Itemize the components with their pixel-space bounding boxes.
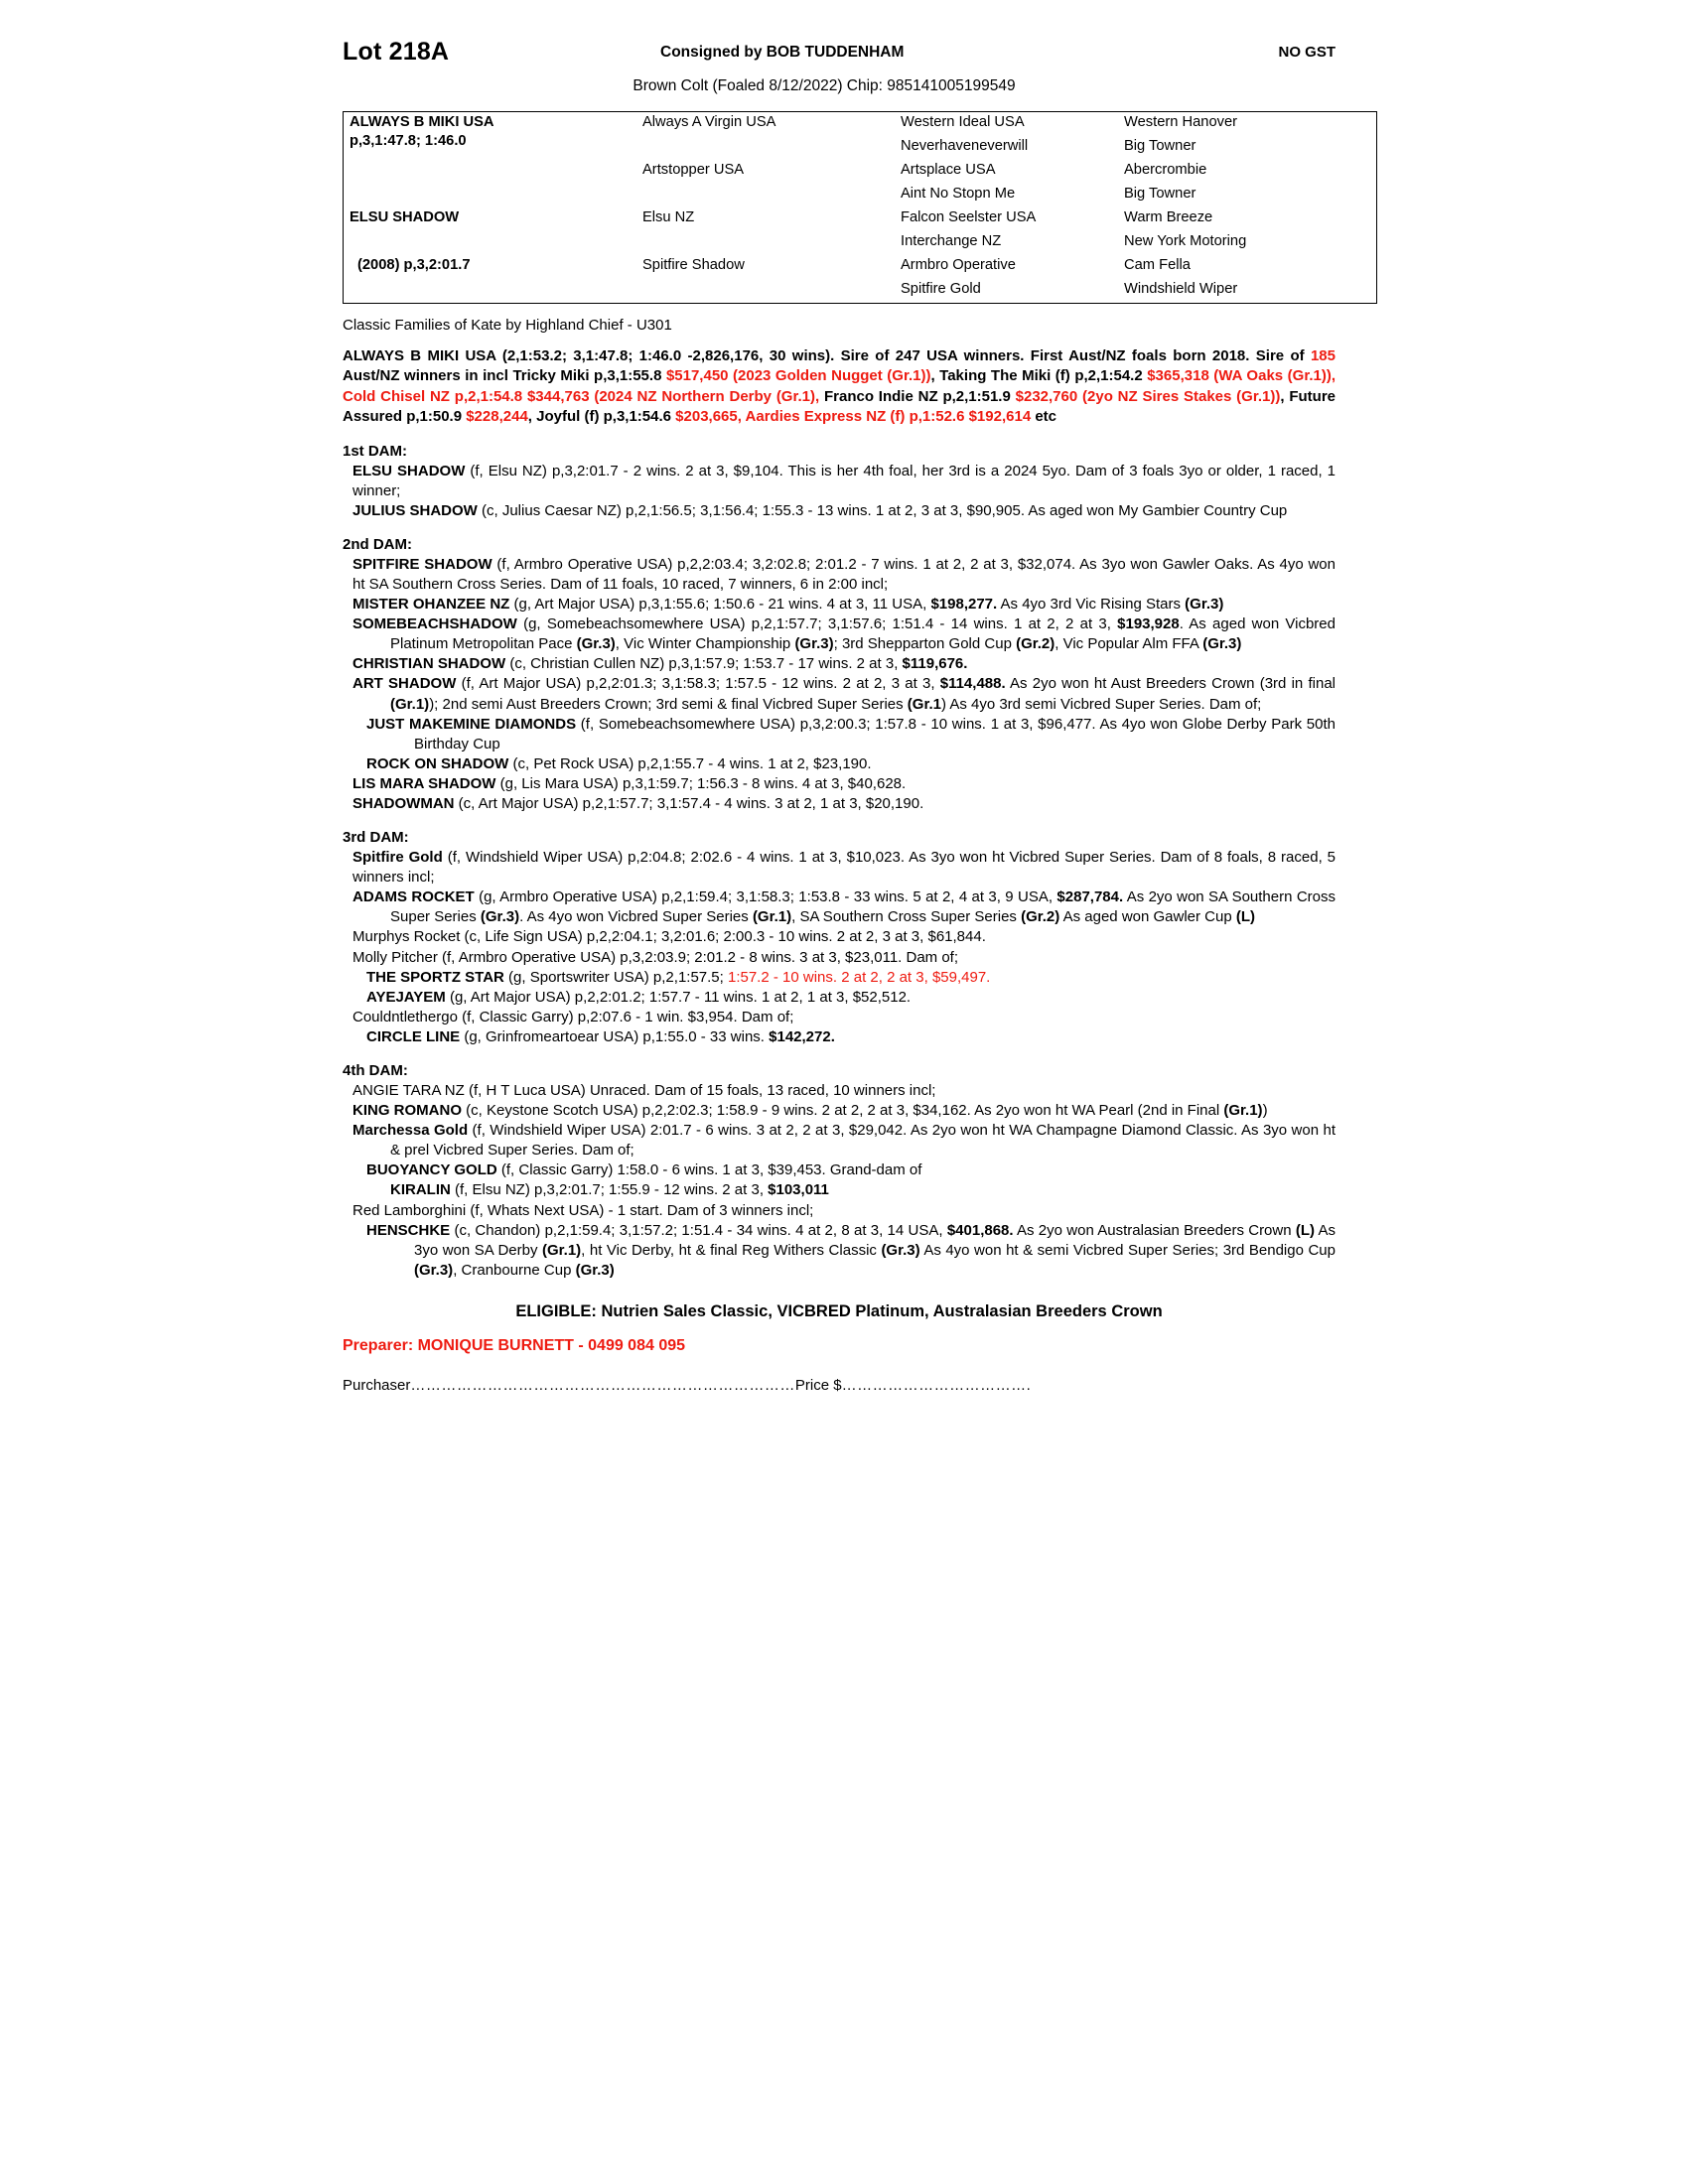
sire-red-6: $203,665, Aardies Express NZ (f) p,1:52.6 $192,614 bbox=[675, 408, 1032, 426]
entry-text: Murphys Rocket (c, Life Sign USA) p,2,2:04.1; 3,2:01.6; 2:00.3 - 10 wins. 2 at 2, 3 at 3, $61,844. bbox=[352, 928, 986, 946]
entry-text: (c, Pet Rock USA) p,2,1:55.7 - 4 wins. 1 at 2, $23,190. bbox=[508, 754, 872, 772]
gen4-cell: Big Towner bbox=[1124, 186, 1196, 202]
horse-name: THE SPORTZ STAR bbox=[366, 968, 504, 986]
dam-name: ELSU SHADOW bbox=[350, 209, 460, 225]
gst-badge: NO GST bbox=[1278, 44, 1336, 61]
horse-name: (Gr.2) bbox=[1016, 635, 1055, 653]
horse-name: AYEJAYEM bbox=[366, 988, 446, 1006]
entry-text: (f, Armbro Operative USA) p,2,2:03.4; 3,2:02.8; 2:01.2 - 7 wins. 1 at 2, 2 at 3, $32,074. As 3yo won Gawler Oaks. As 4yo won ht SA Southern Cross Series. Dam of 11 foals, 10 raced, 7 winners, 6 in 2:00 incl; bbox=[352, 555, 1336, 593]
entry-text: , Vic Winter Championship bbox=[615, 635, 795, 653]
dam-record-cell bbox=[344, 255, 637, 304]
sire-red-3: $365,318 (WA Oaks (Gr.1)), Cold Chisel NZ p,2,1:54.8 $344,763 (2024 NZ Northern Derby (Gr.1), bbox=[343, 367, 1336, 405]
pedigree-entry bbox=[343, 614, 1336, 654]
horse-name: (Gr.1 bbox=[907, 695, 941, 713]
horse-name: SOMEBEACHSHADOW bbox=[352, 615, 517, 633]
sire-text-4: Franco Indie NZ p,2,1:51.9 bbox=[819, 387, 1016, 405]
horse-name: ELSU SHADOW bbox=[352, 462, 466, 479]
entry-text: (c, Chandon) p,2,1:59.4; 3,1:57.2; 1:51.4 - 34 wins. 4 at 2, 8 at 3, 14 USA, bbox=[450, 1221, 947, 1239]
horse-name: $193,928 bbox=[1117, 615, 1180, 633]
gen4-cell: Western Hanover bbox=[1124, 114, 1238, 130]
spacer-cell bbox=[344, 160, 637, 207]
horse-name: $287,784. bbox=[1056, 888, 1124, 906]
entry-text: ) As 4yo 3rd semi Vicbred Super Series. Dam of; bbox=[940, 695, 1262, 713]
pedigree-entry bbox=[343, 595, 1336, 614]
entry-text: (g, Somebeachsomewhere USA) p,2,1:57.7; 3,1:57.6; 1:51.4 - 14 wins. 1 at 2, 2 at 3, bbox=[516, 615, 1118, 633]
horse-name: CHRISTIAN SHADOW bbox=[352, 655, 506, 673]
entry-text: (g, Lis Mara USA) p,3,1:59.7; 1:56.3 - 8 wins. 4 at 3, $40,628. bbox=[495, 774, 907, 792]
entry-text: (g, Armbro Operative USA) p,2,1:59.4; 3,1:58.3; 1:53.8 - 33 wins. 5 at 2, 4 at 3, 9 USA, bbox=[474, 888, 1057, 906]
gen4-cell: New York Motoring bbox=[1124, 233, 1247, 249]
entry-text: (f, Elsu NZ) p,3,2:01.7; 1:55.9 - 12 wins. 2 at 3, bbox=[450, 1181, 769, 1199]
pedigree-entry bbox=[343, 1101, 1336, 1121]
entry-text: (c, Christian Cullen NZ) p,3,1:57.9; 1:53.7 - 17 wins. 2 at 3, bbox=[505, 655, 903, 673]
gen3-cell: Falcon Seelster USA bbox=[901, 209, 1037, 225]
pedigree-entry bbox=[343, 1027, 1336, 1047]
horse-name: ART SHADOW bbox=[352, 675, 457, 693]
gen4-cell: Warm Breeze bbox=[1124, 209, 1213, 225]
horse-name: (Gr.2) bbox=[1021, 908, 1060, 926]
horse-name: (Gr.3) bbox=[576, 635, 616, 653]
preparer-line: Preparer: MONIQUE BURNETT - 0499 084 095 bbox=[343, 1336, 686, 1354]
horse-name: (Gr.3) bbox=[1202, 635, 1242, 653]
pedigree-entry bbox=[343, 555, 1336, 595]
entry-text: (g, Art Major USA) p,2,2:01.2; 1:57.7 - 11 wins. 1 at 2, 1 at 3, $52,512. bbox=[445, 988, 912, 1006]
pedigree-entry bbox=[343, 1121, 1336, 1160]
price-dots: ………………………………. bbox=[841, 1376, 1032, 1394]
pedigree-entry bbox=[343, 715, 1336, 754]
entry-text: (f, Windshield Wiper USA) p,2:04.8; 2:02.6 - 4 wins. 1 at 3, $10,023. As 3yo won ht Vicbred Super Series. Dam of 8 foals, 8 raced, 5 winners incl; bbox=[352, 849, 1336, 887]
dam-heading: 4th DAM: bbox=[343, 1062, 408, 1079]
entry-text: Molly Pitcher (f, Armbro Operative USA) p,3,2:03.9; 2:01.2 - 8 wins. 3 at 3, $23,011. Dam of; bbox=[352, 948, 959, 966]
pedigree-entry bbox=[343, 1221, 1336, 1281]
horse-name: BUOYANCY GOLD bbox=[366, 1161, 497, 1179]
lot-number: Lot 218A bbox=[343, 38, 450, 66]
entry-text: As 2yo won ht Aust Breeders Crown (3rd in final bbox=[1005, 675, 1336, 693]
pedigree-entry bbox=[343, 462, 1336, 501]
pedigree-entry bbox=[343, 948, 1336, 968]
entry-text: , Vic Popular Alm FFA bbox=[1055, 635, 1203, 653]
eligible-line: ELIGIBLE: Nutrien Sales Classic, VICBRED Platinum, Australasian Breeders Crown bbox=[515, 1301, 1163, 1320]
dam-sire: Elsu NZ bbox=[642, 209, 695, 225]
horse-name: JUST MAKEMINE DIAMONDS bbox=[366, 715, 577, 733]
horse-name: MISTER OHANZEE NZ bbox=[352, 596, 510, 614]
entry-text: , ht Vic Derby, ht & final Reg Withers Classic bbox=[581, 1241, 882, 1259]
horse-name: Spitfire Gold bbox=[352, 849, 443, 867]
price-label: Price $ bbox=[794, 1376, 842, 1394]
horse-name: JULIUS SHADOW bbox=[352, 501, 478, 519]
pedigree-entry bbox=[343, 887, 1336, 927]
pedigree-entry bbox=[343, 774, 1336, 794]
entry-text: . As aged won Vicbred Platinum Metropolitan Pace bbox=[390, 615, 1336, 653]
dam-heading: 2nd DAM: bbox=[343, 535, 412, 553]
pedigree-entry bbox=[343, 1008, 1336, 1027]
sire-dam: Artstopper USA bbox=[642, 162, 745, 178]
sire-cell bbox=[344, 112, 637, 161]
consignor-label: Consigned by BOB TUDDENHAM bbox=[660, 44, 905, 61]
dam-heading: 3rd DAM: bbox=[343, 829, 409, 847]
sire-text-7: etc bbox=[1031, 408, 1057, 426]
entry-text: (g, Art Major USA) p,3,1:55.6; 1:50.6 - 21 wins. 4 at 3, 11 USA, bbox=[509, 596, 931, 614]
sire-red-4: $232,760 (2yo NZ Sires Stakes (Gr.1)) bbox=[1015, 387, 1281, 405]
gen3-cell: Neverhaveneverwill bbox=[901, 138, 1029, 154]
sire-red-1: 185 bbox=[1310, 347, 1336, 364]
entry-text: (f, Somebeachsomewhere USA) p,3,2:00.3; 1:57.8 - 10 wins. 1 at 3, $96,477. As 4yo won Globe Derby Park 50th Birthday Cup bbox=[414, 715, 1336, 752]
horse-name: $114,488. bbox=[939, 675, 1006, 693]
horse-name: $198,277. bbox=[930, 596, 998, 614]
horse-name: HENSCHKE bbox=[366, 1221, 451, 1239]
horse-name: $401,868. bbox=[946, 1221, 1014, 1239]
sire-text-2: Aust/NZ winners in incl Tricky Miki p,3,1:55.8 bbox=[343, 367, 666, 385]
sire-text-3: , Taking The Miki (f) p,2,1:54.2 bbox=[930, 367, 1148, 385]
sire-summary bbox=[343, 346, 1336, 428]
entry-text: As 3yo won SA Derby bbox=[414, 1221, 1336, 1259]
sire-sire: Always A Virgin USA bbox=[642, 114, 776, 130]
gen4-cell: Big Towner bbox=[1124, 138, 1196, 154]
entry-text: ); 2nd semi Aust Breeders Crown; 3rd semi & final Vicbred Super Series bbox=[429, 695, 908, 713]
entry-text: , SA Southern Cross Super Series bbox=[791, 908, 1022, 926]
horse-name: (Gr.1) bbox=[541, 1241, 582, 1259]
gen3-cell: Spitfire Gold bbox=[901, 281, 981, 297]
pedigree-entry bbox=[343, 1180, 1336, 1200]
pedigree-entry bbox=[343, 1081, 1336, 1101]
horse-name: SPITFIRE SHADOW bbox=[352, 555, 492, 573]
horse-name: (Gr.3) bbox=[1185, 596, 1224, 614]
horse-name: Marchessa Gold bbox=[352, 1122, 469, 1140]
dam-dam: Spitfire Shadow bbox=[642, 257, 745, 273]
horse-name: (Gr.1) bbox=[752, 908, 792, 926]
horse-name: ADAMS ROCKET bbox=[352, 888, 475, 906]
entry-text: ) bbox=[1262, 1102, 1268, 1120]
purchaser-dots: ………………………………………………………………… bbox=[410, 1376, 795, 1394]
horse-name: (Gr.3) bbox=[480, 908, 520, 926]
entry-text: (c, Art Major USA) p,2,1:57.7; 3,1:57.4 - 4 wins. 3 at 2, 1 at 3, $20,190. bbox=[454, 794, 924, 812]
sire-name: ALWAYS B MIKI USA bbox=[350, 114, 494, 130]
entry-text: (f, Elsu NZ) p,3,2:01.7 - 2 wins. 2 at 3, $9,104. This is her 4th foal, her 3rd is a 2024 5yo. Dam of 3 foals 3yo or older, 1 raced, 1 winner; bbox=[352, 462, 1336, 499]
horse-name: LIS MARA SHADOW bbox=[352, 774, 496, 792]
pedigree-entry bbox=[343, 1201, 1336, 1221]
pedigree-entry bbox=[343, 654, 1336, 674]
horse-name: (L) bbox=[1295, 1221, 1316, 1239]
horse-name: (L) bbox=[1235, 908, 1256, 926]
dam-record: (2008) p,3,2:01.7 bbox=[357, 257, 471, 273]
horse-name: ROCK ON SHADOW bbox=[366, 754, 509, 772]
gen3-cell: Aint No Stopn Me bbox=[901, 186, 1016, 202]
horse-name: CIRCLE LINE bbox=[366, 1027, 461, 1045]
horse-name: $142,272. bbox=[769, 1027, 835, 1045]
entry-text: Couldntlethergo (f, Classic Garry) p,2:07.6 - 1 win. $3,954. Dam of; bbox=[352, 1008, 794, 1025]
gen3-cell: Artsplace USA bbox=[901, 162, 996, 178]
pedigree-entry bbox=[343, 794, 1336, 814]
entry-text: . As 4yo won Vicbred Super Series bbox=[519, 908, 753, 926]
entry-text: As 4yo won ht & semi Vicbred Super Series; 3rd Bendigo Cup bbox=[919, 1241, 1336, 1259]
pedigree-entry bbox=[343, 988, 1336, 1008]
gen4-cell: Windshield Wiper bbox=[1124, 281, 1238, 297]
entry-text: (c, Julius Caesar NZ) p,2,1:56.5; 3,1:56.4; 1:55.3 - 13 wins. 1 at 2, 3 at 3, $90,905. As aged won My Gambier Country Cup bbox=[477, 501, 1288, 519]
entry-text: (f, Art Major USA) p,2,2:01.3; 3,1:58.3; 1:57.5 - 12 wins. 2 at 2, 3 at 3, bbox=[456, 675, 940, 693]
entry-text: As aged won Gawler Cup bbox=[1059, 908, 1236, 926]
entry-text: (c, Keystone Scotch USA) p,2,2:02.3; 1:58.9 - 9 wins. 2 at 2, 2 at 3, $34,162. As 2yo won ht WA Pearl (2nd in Final bbox=[462, 1102, 1224, 1120]
page-content bbox=[343, 38, 1336, 1394]
pedigree-entry bbox=[343, 501, 1336, 521]
horse-name: $119,676. bbox=[902, 655, 968, 673]
dam-cell bbox=[344, 207, 637, 255]
gen3-cell: Armbro Operative bbox=[901, 257, 1016, 273]
page-header bbox=[343, 38, 1336, 75]
gen3-cell: Western Ideal USA bbox=[901, 114, 1025, 130]
dam-sections bbox=[343, 443, 1336, 1281]
horse-name: (Gr.1) bbox=[1223, 1102, 1263, 1120]
entry-text: (g, Sportswriter USA) p,2,1:57.5; bbox=[503, 968, 728, 986]
highlight-text: 1:57.2 - 10 wins. 2 at 2, 2 at 3, $59,497. bbox=[727, 968, 991, 986]
pedigree-entry bbox=[343, 968, 1336, 988]
sire-record: p,3,1:47.8; 1:46.0 bbox=[350, 133, 467, 150]
sire-text-5: , Future Assured p,1:50.9 bbox=[343, 387, 1336, 426]
entry-text: ANGIE TARA NZ (f, H T Luca USA) Unraced. Dam of 15 foals, 13 raced, 10 winners incl; bbox=[352, 1082, 936, 1099]
entry-text: Red Lamborghini (f, Whats Next USA) - 1 start. Dam of 3 winners incl; bbox=[352, 1201, 814, 1219]
pedigree-body bbox=[344, 112, 1377, 304]
horse-name: KING ROMANO bbox=[352, 1102, 462, 1120]
horse-name: (Gr.3) bbox=[414, 1261, 454, 1279]
entry-text: As 4yo 3rd Vic Rising Stars bbox=[997, 596, 1186, 614]
table-row bbox=[344, 112, 1377, 137]
entry-text: As 2yo won SA Southern Cross Super Series bbox=[390, 888, 1336, 926]
entry-text: As 2yo won Australasian Breeders Crown bbox=[1013, 1221, 1296, 1239]
pedigree-entry bbox=[343, 674, 1336, 714]
pedigree-entry bbox=[343, 927, 1336, 947]
horse-name: (Gr.1) bbox=[390, 695, 430, 713]
dam-heading: 1st DAM: bbox=[343, 442, 408, 460]
pedigree-entry bbox=[343, 754, 1336, 774]
table-row bbox=[344, 207, 1377, 231]
entry-text: ; 3rd Shepparton Gold Cup bbox=[833, 635, 1017, 653]
sire-text-1: ALWAYS B MIKI USA (2,1:53.2; 3,1:47.8; 1:46.0 -2,826,176, 30 wins). Sire of 247 USA winners. First Aust/NZ foals born 2018. Sire of bbox=[343, 347, 1311, 364]
horse-name: (Gr.3) bbox=[881, 1241, 920, 1259]
entry-text: (g, Grinfromeartoear USA) p,1:55.0 - 33 wins. bbox=[460, 1027, 770, 1045]
entry-text: (f, Classic Garry) 1:58.0 - 6 wins. 1 at 3, $39,453. Grand-dam of bbox=[496, 1161, 922, 1179]
table-row bbox=[344, 255, 1377, 279]
table-row bbox=[344, 160, 1377, 184]
horse-name: $103,011 bbox=[768, 1181, 829, 1199]
sire-red-2: $517,450 (2023 Golden Nugget (Gr.1)) bbox=[665, 367, 931, 385]
horse-name: KIRALIN bbox=[390, 1181, 451, 1199]
family-line: Classic Families of Kate by Highland Chief - U301 bbox=[343, 317, 672, 334]
gen4-cell: Abercrombie bbox=[1124, 162, 1207, 178]
entry-text: , Cranbourne Cup bbox=[453, 1261, 576, 1279]
gen4-cell: Cam Fella bbox=[1124, 257, 1191, 273]
sire-text-6: , Joyful (f) p,3,1:54.6 bbox=[527, 408, 676, 426]
pedigree-entry bbox=[343, 1160, 1336, 1180]
horse-name: (Gr.3) bbox=[794, 635, 834, 653]
horse-name: SHADOWMAN bbox=[352, 794, 455, 812]
pedigree-table bbox=[343, 111, 1377, 304]
purchaser-label: Purchaser bbox=[343, 1376, 411, 1394]
purchaser-line bbox=[343, 1377, 1336, 1394]
horse-description: Brown Colt (Foaled 8/12/2022) Chip: 985141005199549 bbox=[633, 77, 1016, 94]
gen3-cell: Interchange NZ bbox=[901, 233, 1002, 249]
sire-red-5: $228,244 bbox=[466, 408, 528, 426]
entry-text: (f, Windshield Wiper USA) 2:01.7 - 6 wins. 3 at 2, 2 at 3, $29,042. As 2yo won ht WA Champagne Diamond Classic. As 3yo won ht & prel Vicbred Super Series. Dam of; bbox=[390, 1122, 1336, 1160]
horse-name: (Gr.3) bbox=[575, 1261, 615, 1279]
pedigree-entry bbox=[343, 848, 1336, 887]
